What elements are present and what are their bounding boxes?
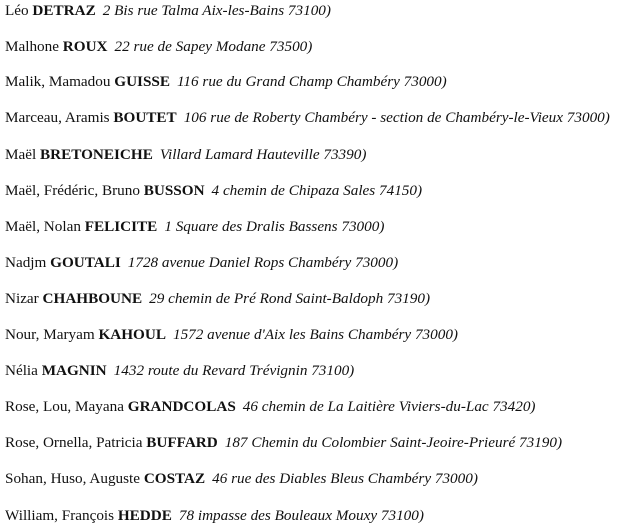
address: 106 rue de Roberty Chambéry - section de Chambéry-le-Vieux 73000): [183, 109, 610, 126]
surname: FELICITE: [84, 218, 158, 235]
given-names: Maël, Nolan: [5, 218, 81, 235]
surname: GRANDCOLAS: [127, 398, 236, 415]
surname: COSTAZ: [143, 470, 206, 487]
surname: BUFFARD: [146, 434, 218, 451]
list-item: [5, 145, 366, 165]
address: 78 impasse des Bouleaux Mouxy 73100): [178, 507, 424, 524]
address: 2 Bis rue Talma Aix-les-Bains 73100): [102, 2, 331, 19]
list-item: [5, 433, 562, 453]
surname: DETRAZ: [32, 2, 96, 19]
list-item: [5, 469, 478, 489]
surname: GOUTALI: [50, 254, 121, 271]
given-names: Nour, Maryam: [5, 326, 95, 343]
given-names: Maël, Frédéric, Bruno: [5, 182, 140, 199]
address: 4 chemin de Chipaza Sales 74150): [211, 182, 423, 199]
given-names: Léo: [5, 2, 29, 19]
list-item: [5, 506, 424, 526]
address: 29 chemin de Pré Rond Saint-Baldoph 73190): [149, 290, 431, 307]
address: 1572 avenue d'Aix les Bains Chambéry 73000): [172, 326, 458, 343]
surname: GUISSE: [114, 73, 170, 90]
given-names: Nadjm: [5, 254, 47, 271]
surname: MAGNIN: [41, 362, 107, 379]
given-names: Rose, Ornella, Patricia: [5, 434, 143, 451]
address: 1728 avenue Daniel Rops Chambéry 73000): [127, 254, 399, 271]
list-item: [5, 397, 536, 417]
list-item: [5, 1, 331, 21]
surname: HEDDE: [117, 507, 172, 524]
list-item: [5, 325, 458, 345]
surname: CHAHBOUNE: [42, 290, 143, 307]
list-item: [5, 217, 384, 237]
address: 1 Square des Dralis Bassens 73000): [164, 218, 385, 235]
list-item: [5, 289, 430, 309]
address: 46 chemin de La Laitière Viviers-du-Lac 73420): [242, 398, 536, 415]
list-item: [5, 181, 422, 201]
given-names: Sohan, Huso, Auguste: [5, 470, 141, 487]
given-names: Rose, Lou, Mayana: [5, 398, 124, 415]
surname: BRETONEICHE: [40, 146, 153, 163]
given-names: Malhone: [5, 38, 59, 55]
given-names: Maël: [5, 146, 37, 163]
surname: BOUTET: [113, 109, 177, 126]
address: 46 rue des Diables Bleus Chambéry 73000): [212, 470, 478, 487]
given-names: William, François: [5, 507, 115, 524]
surname: KAHOUL: [98, 326, 166, 343]
list-item: [5, 108, 610, 128]
surname: ROUX: [62, 38, 108, 55]
list-item: [5, 72, 447, 92]
given-names: Malik, Mamadou: [5, 73, 111, 90]
address: 22 rue de Sapey Modane 73500): [114, 38, 313, 55]
given-names: Marceau, Aramis: [5, 109, 110, 126]
given-names: Nizar: [5, 290, 39, 307]
list-item: [5, 253, 398, 273]
address: 1432 route du Revard Trévignin 73100): [113, 362, 355, 379]
address: Villard Lamard Hauteville 73390): [159, 146, 367, 163]
surname: BUSSON: [143, 182, 205, 199]
given-names: Nélia: [5, 362, 38, 379]
list-item: [5, 361, 354, 381]
address: 116 rue du Grand Champ Chambéry 73000): [176, 73, 447, 90]
list-item: [5, 37, 312, 57]
address: 187 Chemin du Colombier Saint-Jeoire-Prieuré 73190): [224, 434, 563, 451]
